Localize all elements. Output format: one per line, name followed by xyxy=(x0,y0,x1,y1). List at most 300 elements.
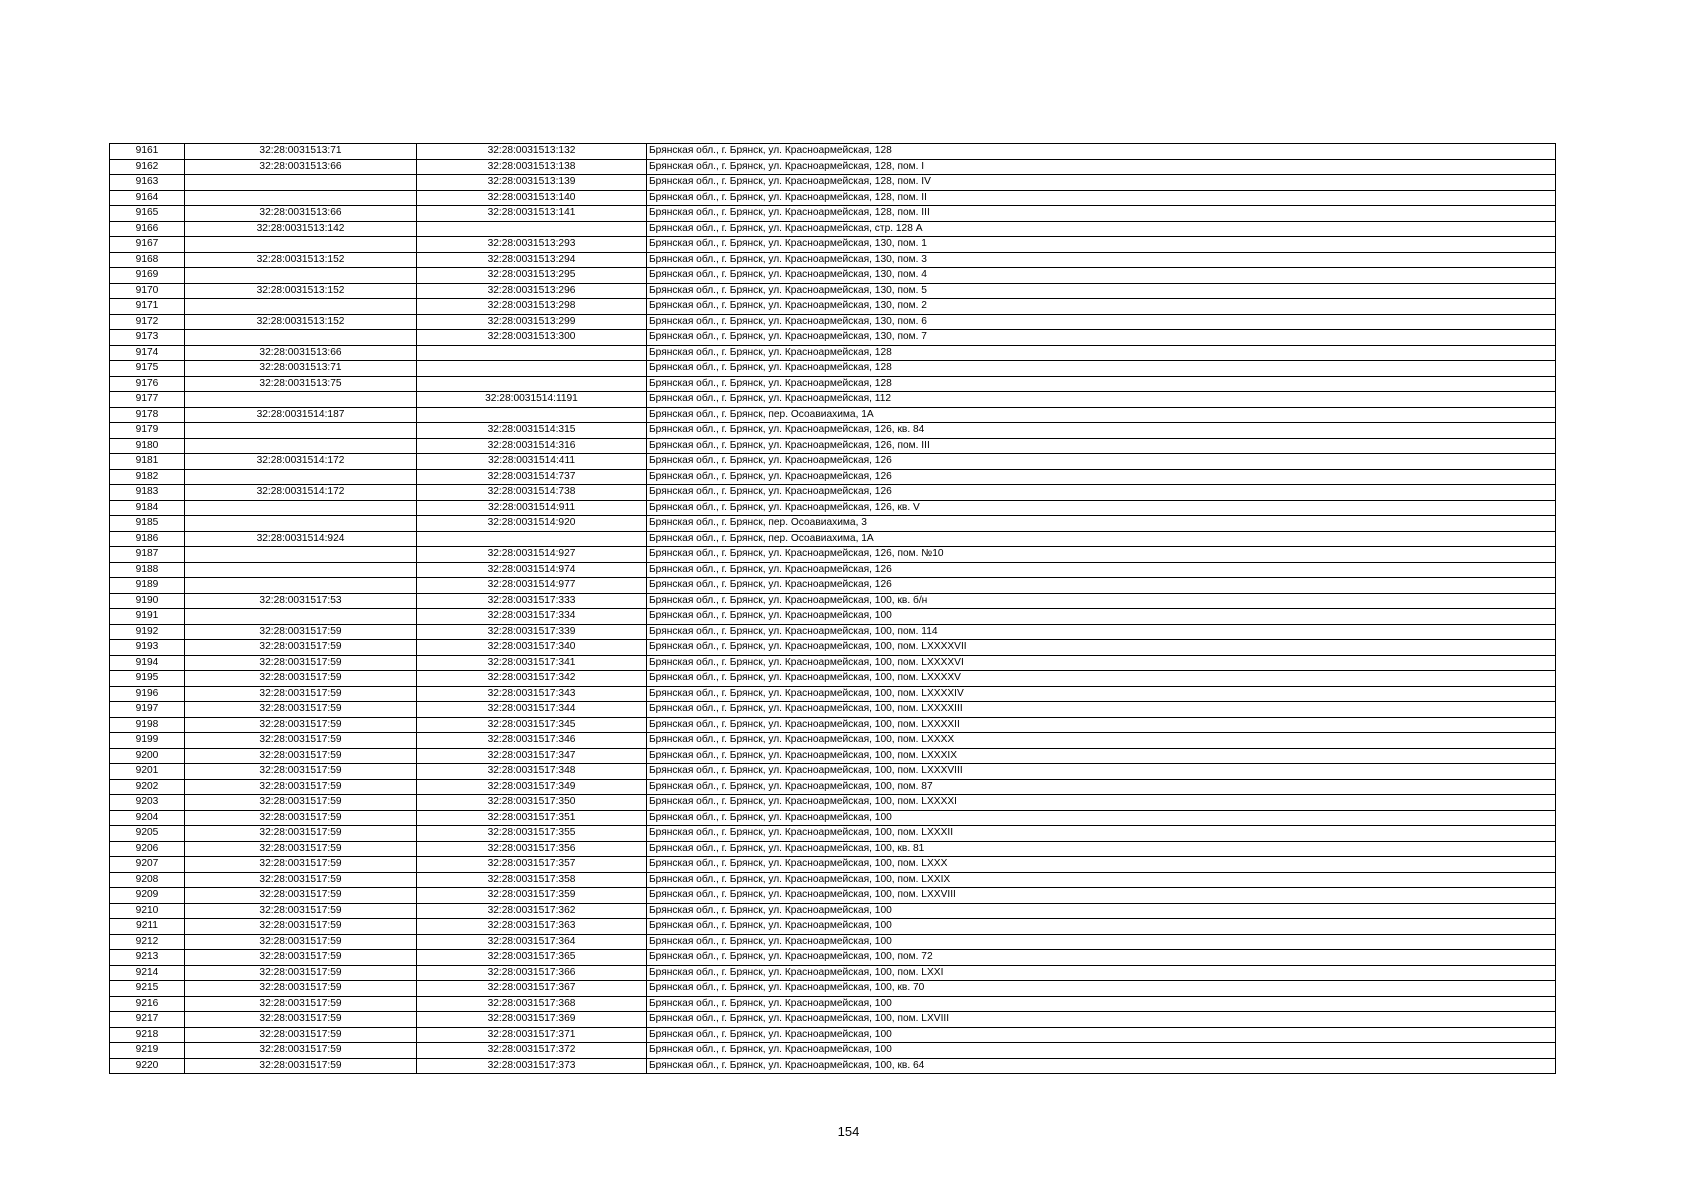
address-cell: Брянская обл., г. Брянск, ул. Красноармейская, 100, пом. LXXIX xyxy=(647,872,1556,888)
object-number-cell: 32:28:0031514:977 xyxy=(417,578,647,594)
table-row xyxy=(110,237,1556,253)
table-row xyxy=(110,903,1556,919)
parcel-number-cell: 32:28:0031517:59 xyxy=(185,1058,417,1074)
row-number-cell: 9181 xyxy=(110,454,185,470)
table-row xyxy=(110,1058,1556,1074)
parcel-number-cell: 32:28:0031517:59 xyxy=(185,872,417,888)
table-row xyxy=(110,934,1556,950)
object-number-cell: 32:28:0031517:357 xyxy=(417,857,647,873)
object-number-cell: 32:28:0031517:366 xyxy=(417,965,647,981)
address-cell: Брянская обл., г. Брянск, ул. Красноармейская, 128 xyxy=(647,361,1556,377)
parcel-number-cell: 32:28:0031514:187 xyxy=(185,407,417,423)
table-row xyxy=(110,888,1556,904)
row-number-cell: 9192 xyxy=(110,624,185,640)
object-number-cell: 32:28:0031513:298 xyxy=(417,299,647,315)
object-number-cell: 32:28:0031517:367 xyxy=(417,981,647,997)
address-cell: Брянская обл., г. Брянск, ул. Красноармейская, 126 xyxy=(647,454,1556,470)
address-cell: Брянская обл., г. Брянск, ул. Красноармейская, 130, пом. 6 xyxy=(647,314,1556,330)
object-number-cell: 32:28:0031517:356 xyxy=(417,841,647,857)
address-cell: Брянская обл., г. Брянск, ул. Красноармейская, 100 xyxy=(647,903,1556,919)
address-cell: Брянская обл., г. Брянск, ул. Красноармейская, 128, пом. IV xyxy=(647,175,1556,191)
table-row xyxy=(110,361,1556,377)
parcel-number-cell: 32:28:0031513:152 xyxy=(185,252,417,268)
object-number-cell: 32:28:0031514:738 xyxy=(417,485,647,501)
parcel-number-cell: 32:28:0031513:71 xyxy=(185,144,417,160)
row-number-cell: 9166 xyxy=(110,221,185,237)
parcel-number-cell: 32:28:0031517:59 xyxy=(185,965,417,981)
table-row xyxy=(110,531,1556,547)
row-number-cell: 9174 xyxy=(110,345,185,361)
object-number-cell: 32:28:0031514:737 xyxy=(417,469,647,485)
parcel-number-cell: 32:28:0031517:59 xyxy=(185,934,417,950)
table-row xyxy=(110,314,1556,330)
address-cell: Брянская обл., г. Брянск, ул. Красноармейская, 100 xyxy=(647,810,1556,826)
object-number-cell xyxy=(417,407,647,423)
address-cell: Брянская обл., г. Брянск, ул. Красноармейская, 100 xyxy=(647,934,1556,950)
row-number-cell: 9184 xyxy=(110,500,185,516)
parcel-number-cell: 32:28:0031517:59 xyxy=(185,888,417,904)
table-row xyxy=(110,144,1556,160)
row-number-cell: 9171 xyxy=(110,299,185,315)
address-cell: Брянская обл., г. Брянск, ул. Красноармейская, 100, пом. LXXVIII xyxy=(647,888,1556,904)
row-number-cell: 9189 xyxy=(110,578,185,594)
object-number-cell: 32:28:0031517:339 xyxy=(417,624,647,640)
row-number-cell: 9185 xyxy=(110,516,185,532)
row-number-cell: 9188 xyxy=(110,562,185,578)
table-body xyxy=(110,144,1556,1074)
table-row xyxy=(110,841,1556,857)
parcel-number-cell xyxy=(185,469,417,485)
page-number: 154 xyxy=(837,1124,860,1139)
table-row xyxy=(110,764,1556,780)
parcel-number-cell: 32:28:0031517:59 xyxy=(185,1043,417,1059)
parcel-number-cell: 32:28:0031514:172 xyxy=(185,485,417,501)
table-row xyxy=(110,407,1556,423)
table-row xyxy=(110,671,1556,687)
address-cell: Брянская обл., г. Брянск, ул. Красноармейская, 100, кв. 64 xyxy=(647,1058,1556,1074)
row-number-cell: 9169 xyxy=(110,268,185,284)
parcel-number-cell xyxy=(185,268,417,284)
parcel-number-cell: 32:28:0031517:59 xyxy=(185,1012,417,1028)
address-cell: Брянская обл., г. Брянск, ул. Красноармейская, 128, пом. III xyxy=(647,206,1556,222)
row-number-cell: 9196 xyxy=(110,686,185,702)
parcel-number-cell: 32:28:0031517:59 xyxy=(185,810,417,826)
table-row xyxy=(110,779,1556,795)
address-cell: Брянская обл., г. Брянск, ул. Красноармейская, 128 xyxy=(647,345,1556,361)
address-cell: Брянская обл., г. Брянск, ул. Красноармейская, 100, пом. 114 xyxy=(647,624,1556,640)
table-row xyxy=(110,810,1556,826)
table-row xyxy=(110,857,1556,873)
parcel-number-cell: 32:28:0031517:59 xyxy=(185,702,417,718)
object-number-cell: 32:28:0031517:333 xyxy=(417,593,647,609)
table-row xyxy=(110,283,1556,299)
object-number-cell: 32:28:0031514:316 xyxy=(417,438,647,454)
address-cell: Брянская обл., г. Брянск, ул. Красноармейская, 100, пом. LXXXXVI xyxy=(647,655,1556,671)
parcel-number-cell: 32:28:0031517:59 xyxy=(185,640,417,656)
parcel-number-cell xyxy=(185,516,417,532)
parcel-number-cell: 32:28:0031517:59 xyxy=(185,996,417,1012)
object-number-cell: 32:28:0031517:365 xyxy=(417,950,647,966)
address-cell: Брянская обл., г. Брянск, ул. Красноармейская, 100, пом. 87 xyxy=(647,779,1556,795)
parcel-number-cell xyxy=(185,609,417,625)
address-cell: Брянская обл., г. Брянск, ул. Красноармейская, 130, пом. 5 xyxy=(647,283,1556,299)
row-number-cell: 9163 xyxy=(110,175,185,191)
row-number-cell: 9177 xyxy=(110,392,185,408)
parcel-number-cell: 32:28:0031517:59 xyxy=(185,655,417,671)
parcel-number-cell: 32:28:0031517:59 xyxy=(185,671,417,687)
table-row xyxy=(110,516,1556,532)
row-number-cell: 9204 xyxy=(110,810,185,826)
object-number-cell: 32:28:0031517:340 xyxy=(417,640,647,656)
parcel-number-cell xyxy=(185,190,417,206)
row-number-cell: 9165 xyxy=(110,206,185,222)
address-cell: Брянская обл., г. Брянск, ул. Красноармейская, 126 xyxy=(647,485,1556,501)
object-number-cell: 32:28:0031514:411 xyxy=(417,454,647,470)
address-cell: Брянская обл., г. Брянск, ул. Красноармейская, 100, пом. LXXXVIII xyxy=(647,764,1556,780)
address-cell: Брянская обл., г. Брянск, ул. Красноармейская, 126 xyxy=(647,578,1556,594)
parcel-number-cell: 32:28:0031517:59 xyxy=(185,779,417,795)
address-cell: Брянская обл., г. Брянск, ул. Красноармейская, 130, пом. 1 xyxy=(647,237,1556,253)
row-number-cell: 9198 xyxy=(110,717,185,733)
address-cell: Брянская обл., г. Брянск, ул. Красноармейская, 126 xyxy=(647,469,1556,485)
row-number-cell: 9214 xyxy=(110,965,185,981)
object-number-cell: 32:28:0031517:362 xyxy=(417,903,647,919)
parcel-number-cell xyxy=(185,578,417,594)
table-row xyxy=(110,190,1556,206)
row-number-cell: 9215 xyxy=(110,981,185,997)
table-row xyxy=(110,423,1556,439)
table-row xyxy=(110,454,1556,470)
object-number-cell xyxy=(417,345,647,361)
object-number-cell: 32:28:0031513:299 xyxy=(417,314,647,330)
parcel-number-cell: 32:28:0031517:59 xyxy=(185,717,417,733)
parcel-number-cell: 32:28:0031517:59 xyxy=(185,903,417,919)
parcel-number-cell: 32:28:0031514:172 xyxy=(185,454,417,470)
object-number-cell: 32:28:0031517:369 xyxy=(417,1012,647,1028)
row-number-cell: 9206 xyxy=(110,841,185,857)
parcel-number-cell: 32:28:0031517:59 xyxy=(185,950,417,966)
table-row xyxy=(110,593,1556,609)
address-cell: Брянская обл., г. Брянск, ул. Красноармейская, 130, пом. 7 xyxy=(647,330,1556,346)
object-number-cell: 32:28:0031513:139 xyxy=(417,175,647,191)
parcel-number-cell xyxy=(185,547,417,563)
parcel-number-cell: 32:28:0031517:59 xyxy=(185,733,417,749)
parcel-number-cell xyxy=(185,500,417,516)
object-number-cell: 32:28:0031517:372 xyxy=(417,1043,647,1059)
object-number-cell: 32:28:0031517:345 xyxy=(417,717,647,733)
parcel-number-cell: 32:28:0031513:152 xyxy=(185,283,417,299)
address-cell: Брянская обл., г. Брянск, ул. Красноармейская, 100 xyxy=(647,1027,1556,1043)
table-row xyxy=(110,438,1556,454)
row-number-cell: 9176 xyxy=(110,376,185,392)
row-number-cell: 9164 xyxy=(110,190,185,206)
table-row xyxy=(110,469,1556,485)
parcel-number-cell: 32:28:0031517:59 xyxy=(185,686,417,702)
parcel-number-cell xyxy=(185,299,417,315)
parcel-number-cell: 32:28:0031517:59 xyxy=(185,748,417,764)
address-cell: Брянская обл., г. Брянск, ул. Красноармейская, 100, пом. LXXXXV xyxy=(647,671,1556,687)
table-row xyxy=(110,562,1556,578)
table-row xyxy=(110,609,1556,625)
address-cell: Брянская обл., г. Брянск, ул. Красноармейская, 100, пом. LXXXIX xyxy=(647,748,1556,764)
table-row xyxy=(110,950,1556,966)
parcel-number-cell: 32:28:0031513:66 xyxy=(185,206,417,222)
address-cell: Брянская обл., г. Брянск, ул. Красноармейская, 100, пом. LXXXXI xyxy=(647,795,1556,811)
row-number-cell: 9180 xyxy=(110,438,185,454)
parcel-number-cell: 32:28:0031517:59 xyxy=(185,1027,417,1043)
object-number-cell: 32:28:0031517:346 xyxy=(417,733,647,749)
object-number-cell: 32:28:0031513:141 xyxy=(417,206,647,222)
row-number-cell: 9167 xyxy=(110,237,185,253)
object-number-cell: 32:28:0031514:927 xyxy=(417,547,647,563)
address-cell: Брянская обл., г. Брянск, ул. Красноармейская, 100, пом. LXXXII xyxy=(647,826,1556,842)
address-cell: Брянская обл., г. Брянск, ул. Красноармейская, 100, кв. 70 xyxy=(647,981,1556,997)
row-number-cell: 9168 xyxy=(110,252,185,268)
table-row xyxy=(110,1012,1556,1028)
row-number-cell: 9187 xyxy=(110,547,185,563)
parcel-number-cell: 32:28:0031517:59 xyxy=(185,624,417,640)
address-cell: Брянская обл., г. Брянск, ул. Красноармейская, стр. 128 А xyxy=(647,221,1556,237)
object-number-cell: 32:28:0031517:344 xyxy=(417,702,647,718)
parcel-number-cell xyxy=(185,438,417,454)
row-number-cell: 9216 xyxy=(110,996,185,1012)
table-row xyxy=(110,640,1556,656)
object-number-cell: 32:28:0031513:294 xyxy=(417,252,647,268)
table-row xyxy=(110,748,1556,764)
row-number-cell: 9203 xyxy=(110,795,185,811)
table-row xyxy=(110,578,1556,594)
object-number-cell: 32:28:0031514:920 xyxy=(417,516,647,532)
table-row xyxy=(110,733,1556,749)
object-number-cell: 32:28:0031517:349 xyxy=(417,779,647,795)
data-table xyxy=(109,143,1556,1074)
object-number-cell: 32:28:0031517:368 xyxy=(417,996,647,1012)
address-cell: Брянская обл., г. Брянск, ул. Красноармейская, 112 xyxy=(647,392,1556,408)
object-number-cell xyxy=(417,531,647,547)
parcel-number-cell xyxy=(185,423,417,439)
address-cell: Брянская обл., г. Брянск, ул. Красноармейская, 100 xyxy=(647,609,1556,625)
row-number-cell: 9213 xyxy=(110,950,185,966)
table-row xyxy=(110,485,1556,501)
table-row xyxy=(110,624,1556,640)
row-number-cell: 9178 xyxy=(110,407,185,423)
parcel-number-cell: 32:28:0031517:59 xyxy=(185,841,417,857)
object-number-cell: 32:28:0031517:355 xyxy=(417,826,647,842)
address-cell: Брянская обл., г. Брянск, ул. Красноармейская, 128 xyxy=(647,144,1556,160)
table-row xyxy=(110,965,1556,981)
parcel-number-cell: 32:28:0031517:59 xyxy=(185,826,417,842)
object-number-cell: 32:28:0031513:293 xyxy=(417,237,647,253)
row-number-cell: 9172 xyxy=(110,314,185,330)
row-number-cell: 9175 xyxy=(110,361,185,377)
object-number-cell: 32:28:0031513:132 xyxy=(417,144,647,160)
parcel-number-cell xyxy=(185,562,417,578)
object-number-cell: 32:28:0031513:295 xyxy=(417,268,647,284)
object-number-cell: 32:28:0031517:343 xyxy=(417,686,647,702)
address-cell: Брянская обл., г. Брянск, ул. Красноармейская, 128, пом. II xyxy=(647,190,1556,206)
table-row xyxy=(110,981,1556,997)
row-number-cell: 9161 xyxy=(110,144,185,160)
address-cell: Брянская обл., г. Брянск, ул. Красноармейская, 130, пом. 4 xyxy=(647,268,1556,284)
address-cell: Брянская обл., г. Брянск, ул. Красноармейская, 126, кв. 84 xyxy=(647,423,1556,439)
object-number-cell: 32:28:0031517:364 xyxy=(417,934,647,950)
parcel-number-cell xyxy=(185,330,417,346)
parcel-number-cell: 32:28:0031513:142 xyxy=(185,221,417,237)
table-row xyxy=(110,330,1556,346)
address-cell: Брянская обл., г. Брянск, ул. Красноармейская, 100, пом. LXVIII xyxy=(647,1012,1556,1028)
row-number-cell: 9207 xyxy=(110,857,185,873)
row-number-cell: 9179 xyxy=(110,423,185,439)
address-cell: Брянская обл., г. Брянск, ул. Красноармейская, 100 xyxy=(647,996,1556,1012)
row-number-cell: 9219 xyxy=(110,1043,185,1059)
parcel-number-cell: 32:28:0031517:59 xyxy=(185,795,417,811)
address-cell: Брянская обл., г. Брянск, ул. Красноармейская, 128, пом. I xyxy=(647,159,1556,175)
address-cell: Брянская обл., г. Брянск, ул. Красноармейская, 126, кв. V xyxy=(647,500,1556,516)
table-row xyxy=(110,655,1556,671)
row-number-cell: 9209 xyxy=(110,888,185,904)
table-row xyxy=(110,547,1556,563)
object-number-cell: 32:28:0031517:350 xyxy=(417,795,647,811)
object-number-cell: 32:28:0031517:348 xyxy=(417,764,647,780)
address-cell: Брянская обл., г. Брянск, ул. Красноармейская, 100 xyxy=(647,1043,1556,1059)
address-cell: Брянская обл., г. Брянск, ул. Красноармейская, 126, пом. III xyxy=(647,438,1556,454)
row-number-cell: 9191 xyxy=(110,609,185,625)
table-row xyxy=(110,392,1556,408)
address-cell: Брянская обл., г. Брянск, ул. Красноармейская, 126 xyxy=(647,562,1556,578)
object-number-cell: 32:28:0031513:300 xyxy=(417,330,647,346)
object-number-cell xyxy=(417,221,647,237)
table-row xyxy=(110,159,1556,175)
object-number-cell: 32:28:0031517:351 xyxy=(417,810,647,826)
table-row xyxy=(110,252,1556,268)
row-number-cell: 9210 xyxy=(110,903,185,919)
table-row xyxy=(110,826,1556,842)
table-row xyxy=(110,175,1556,191)
row-number-cell: 9170 xyxy=(110,283,185,299)
address-cell: Брянская обл., г. Брянск, ул. Красноармейская, 100, кв. б/н xyxy=(647,593,1556,609)
object-number-cell: 32:28:0031517:373 xyxy=(417,1058,647,1074)
row-number-cell: 9208 xyxy=(110,872,185,888)
row-number-cell: 9186 xyxy=(110,531,185,547)
table-row xyxy=(110,686,1556,702)
table-row xyxy=(110,1027,1556,1043)
address-cell: Брянская обл., г. Брянск, ул. Красноармейская, 100, пом. LXXXXIV xyxy=(647,686,1556,702)
object-number-cell: 32:28:0031517:342 xyxy=(417,671,647,687)
object-number-cell: 32:28:0031517:358 xyxy=(417,872,647,888)
row-number-cell: 9194 xyxy=(110,655,185,671)
table-row xyxy=(110,1043,1556,1059)
address-cell: Брянская обл., г. Брянск, ул. Красноармейская, 128 xyxy=(647,376,1556,392)
address-cell: Брянская обл., г. Брянск, ул. Красноармейская, 100, пом. 72 xyxy=(647,950,1556,966)
address-cell: Брянская обл., г. Брянск, ул. Красноармейская, 100, кв. 81 xyxy=(647,841,1556,857)
object-number-cell: 32:28:0031514:911 xyxy=(417,500,647,516)
address-cell: Брянская обл., г. Брянск, пер. Осоавиахима, 3 xyxy=(647,516,1556,532)
row-number-cell: 9195 xyxy=(110,671,185,687)
address-cell: Брянская обл., г. Брянск, ул. Красноармейская, 130, пом. 2 xyxy=(647,299,1556,315)
row-number-cell: 9199 xyxy=(110,733,185,749)
parcel-number-cell xyxy=(185,392,417,408)
table-row xyxy=(110,717,1556,733)
address-cell: Брянская обл., г. Брянск, ул. Красноармейская, 130, пом. 3 xyxy=(647,252,1556,268)
row-number-cell: 9201 xyxy=(110,764,185,780)
object-number-cell: 32:28:0031514:315 xyxy=(417,423,647,439)
row-number-cell: 9212 xyxy=(110,934,185,950)
object-number-cell xyxy=(417,376,647,392)
row-number-cell: 9202 xyxy=(110,779,185,795)
address-cell: Брянская обл., г. Брянск, ул. Красноармейская, 100, пом. LXXI xyxy=(647,965,1556,981)
table-row xyxy=(110,795,1556,811)
parcel-number-cell: 32:28:0031513:66 xyxy=(185,345,417,361)
address-cell: Брянская обл., г. Брянск, ул. Красноармейская, 126, пом. №10 xyxy=(647,547,1556,563)
row-number-cell: 9217 xyxy=(110,1012,185,1028)
row-number-cell: 9200 xyxy=(110,748,185,764)
row-number-cell: 9220 xyxy=(110,1058,185,1074)
parcel-number-cell: 32:28:0031517:53 xyxy=(185,593,417,609)
address-cell: Брянская обл., г. Брянск, пер. Осоавиахима, 1А xyxy=(647,407,1556,423)
address-cell: Брянская обл., г. Брянск, ул. Красноармейская, 100 xyxy=(647,919,1556,935)
parcel-number-cell: 32:28:0031514:924 xyxy=(185,531,417,547)
parcel-number-cell: 32:28:0031517:59 xyxy=(185,919,417,935)
table-row xyxy=(110,996,1556,1012)
object-number-cell: 32:28:0031517:347 xyxy=(417,748,647,764)
table-row xyxy=(110,919,1556,935)
object-number-cell: 32:28:0031517:371 xyxy=(417,1027,647,1043)
address-cell: Брянская обл., г. Брянск, пер. Осоавиахима, 1А xyxy=(647,531,1556,547)
table-row xyxy=(110,299,1556,315)
parcel-number-cell xyxy=(185,237,417,253)
parcel-number-cell: 32:28:0031517:59 xyxy=(185,764,417,780)
parcel-number-cell xyxy=(185,175,417,191)
table-row xyxy=(110,872,1556,888)
row-number-cell: 9182 xyxy=(110,469,185,485)
object-number-cell xyxy=(417,361,647,377)
address-cell: Брянская обл., г. Брянск, ул. Красноармейская, 100, пом. LXXX xyxy=(647,857,1556,873)
object-number-cell: 32:28:0031513:138 xyxy=(417,159,647,175)
object-number-cell: 32:28:0031514:1191 xyxy=(417,392,647,408)
row-number-cell: 9205 xyxy=(110,826,185,842)
address-cell: Брянская обл., г. Брянск, ул. Красноармейская, 100, пом. LXXXXIII xyxy=(647,702,1556,718)
table-row xyxy=(110,376,1556,392)
parcel-number-cell: 32:28:0031513:152 xyxy=(185,314,417,330)
object-number-cell: 32:28:0031517:334 xyxy=(417,609,647,625)
row-number-cell: 9197 xyxy=(110,702,185,718)
address-cell: Брянская обл., г. Брянск, ул. Красноармейская, 100, пом. LXXXX xyxy=(647,733,1556,749)
row-number-cell: 9162 xyxy=(110,159,185,175)
table-row xyxy=(110,206,1556,222)
parcel-number-cell: 32:28:0031513:71 xyxy=(185,361,417,377)
parcel-number-cell: 32:28:0031513:66 xyxy=(185,159,417,175)
object-number-cell: 32:28:0031517:341 xyxy=(417,655,647,671)
table-row xyxy=(110,268,1556,284)
table-row xyxy=(110,221,1556,237)
parcel-number-cell: 32:28:0031517:59 xyxy=(185,857,417,873)
address-cell: Брянская обл., г. Брянск, ул. Красноармейская, 100, пом. LXXXXII xyxy=(647,717,1556,733)
object-number-cell: 32:28:0031517:359 xyxy=(417,888,647,904)
table-row xyxy=(110,702,1556,718)
row-number-cell: 9183 xyxy=(110,485,185,501)
object-number-cell: 32:28:0031513:140 xyxy=(417,190,647,206)
address-cell: Брянская обл., г. Брянск, ул. Красноармейская, 100, пом. LXXXXVII xyxy=(647,640,1556,656)
parcel-number-cell: 32:28:0031513:75 xyxy=(185,376,417,392)
object-number-cell: 32:28:0031513:296 xyxy=(417,283,647,299)
row-number-cell: 9173 xyxy=(110,330,185,346)
object-number-cell: 32:28:0031517:363 xyxy=(417,919,647,935)
row-number-cell: 9211 xyxy=(110,919,185,935)
row-number-cell: 9218 xyxy=(110,1027,185,1043)
parcel-number-cell: 32:28:0031517:59 xyxy=(185,981,417,997)
object-number-cell: 32:28:0031514:974 xyxy=(417,562,647,578)
row-number-cell: 9193 xyxy=(110,640,185,656)
